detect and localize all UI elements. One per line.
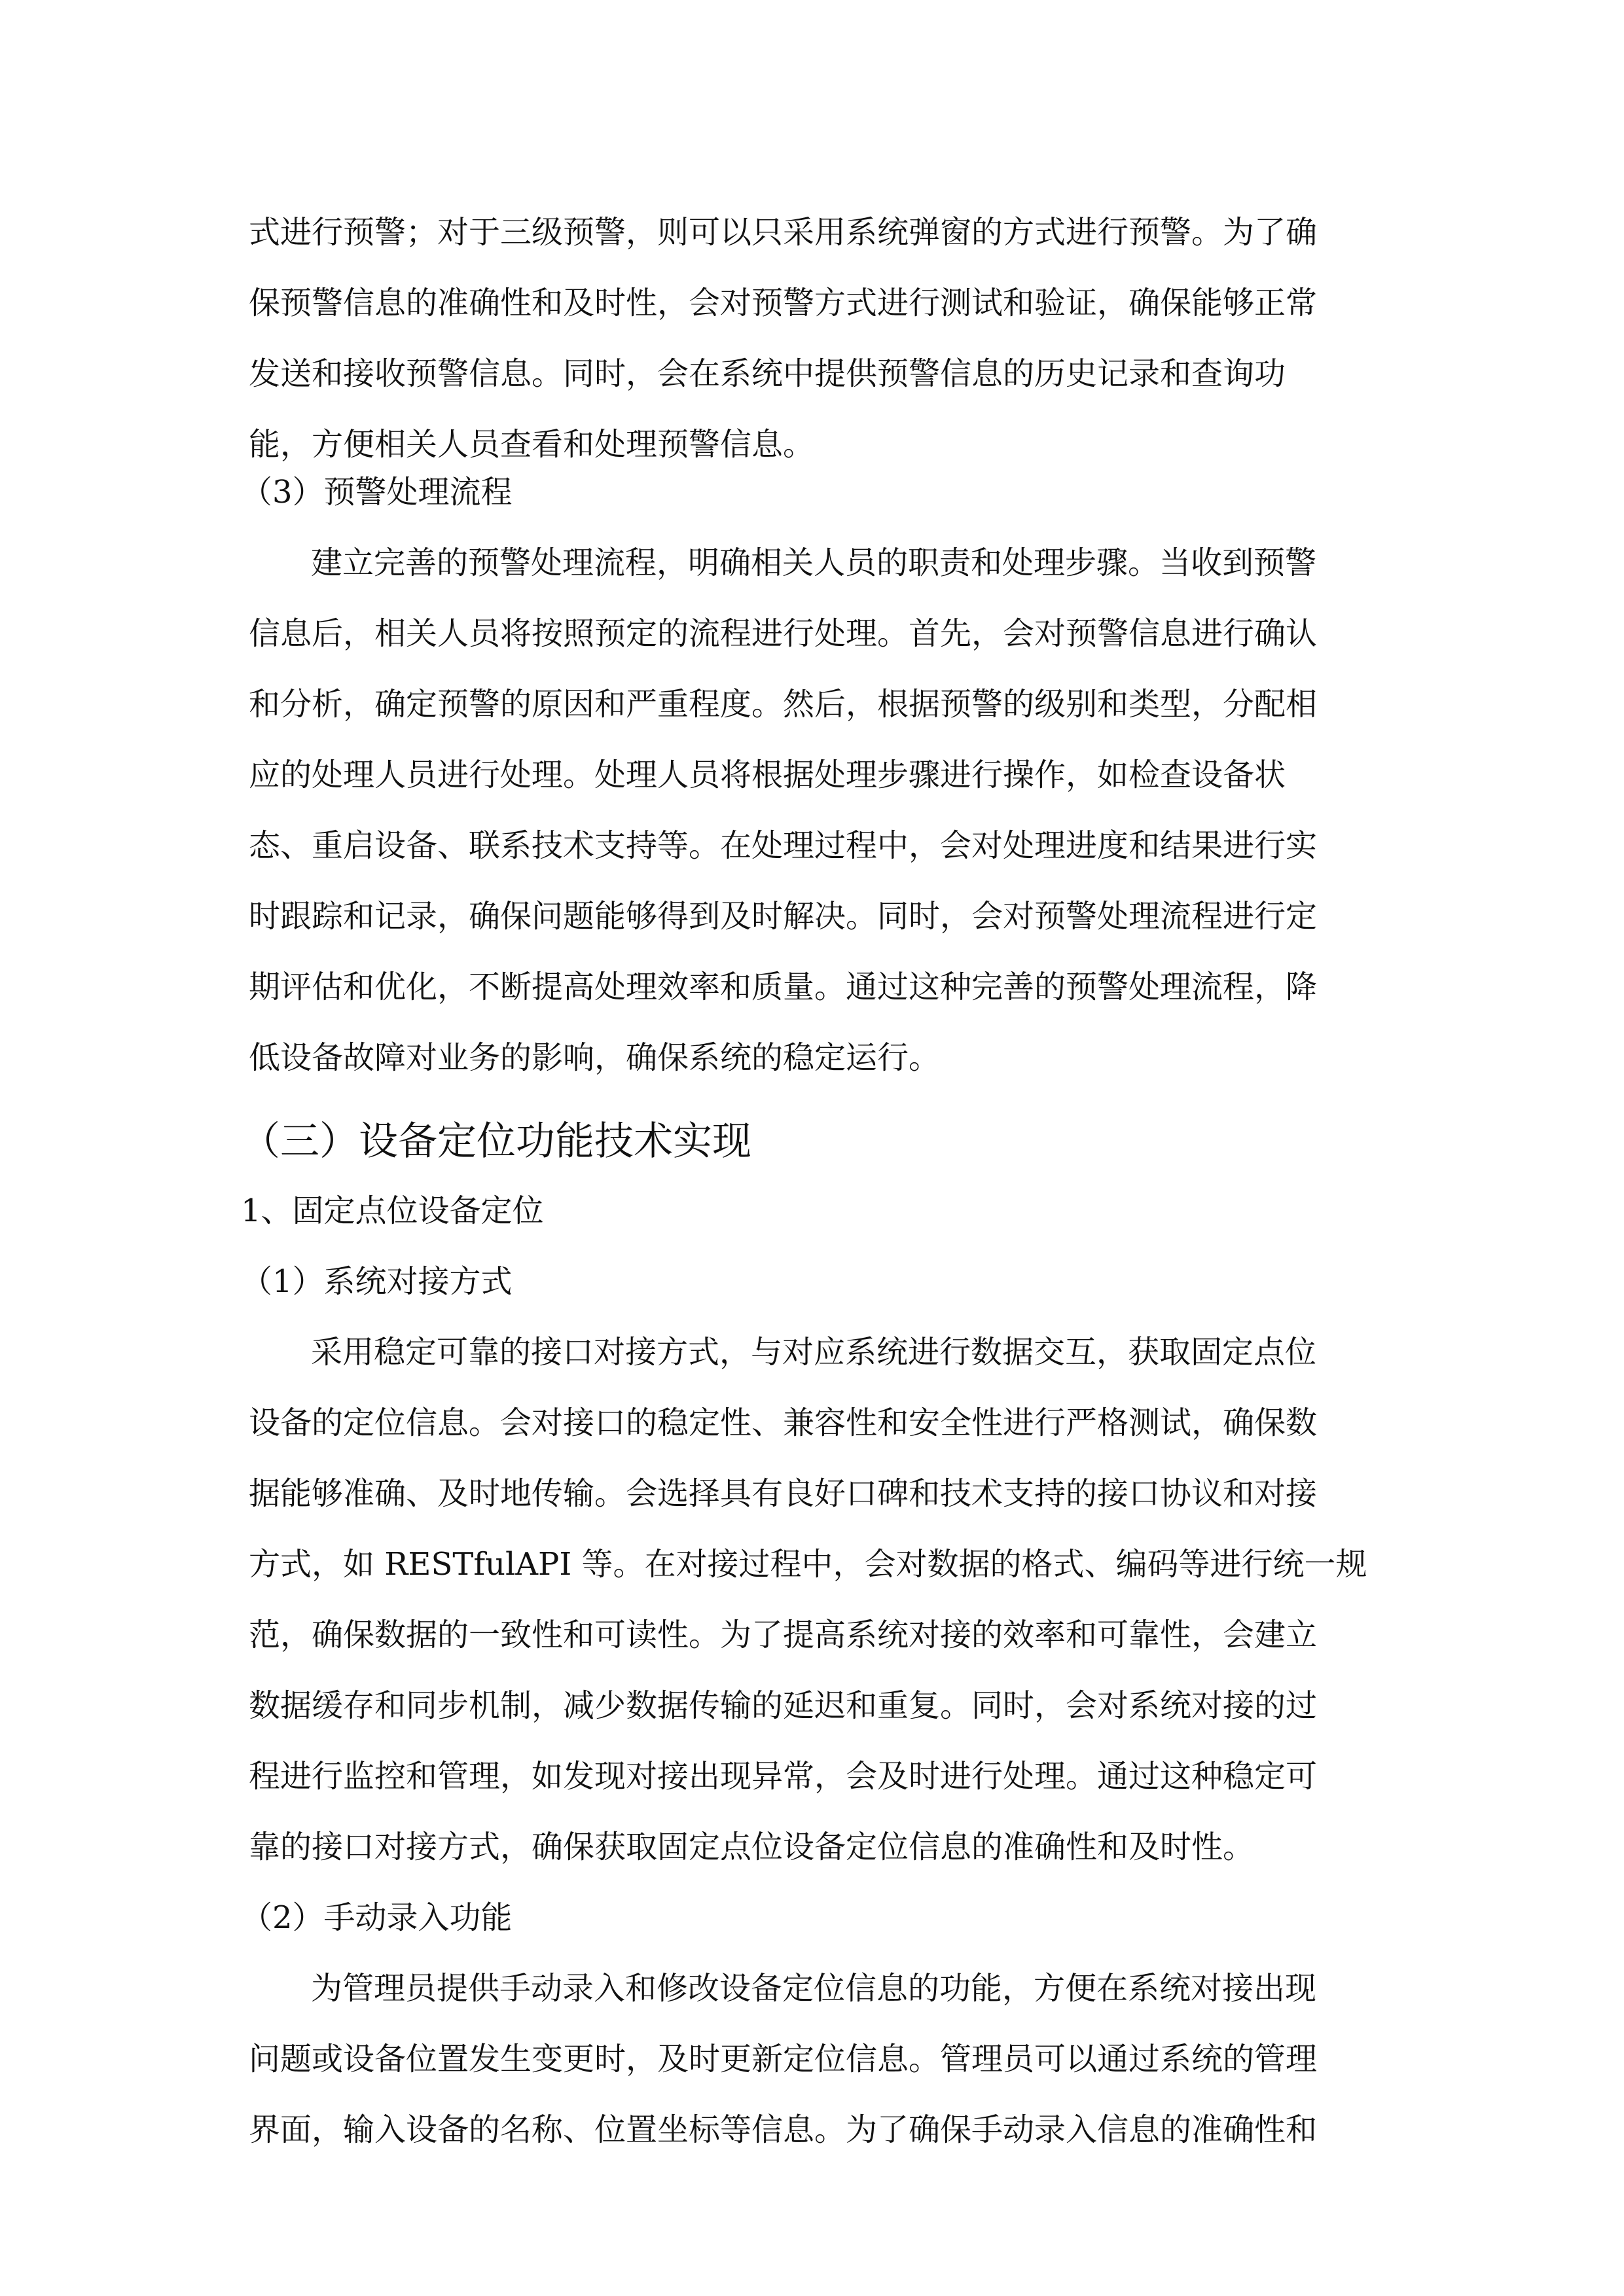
paragraph-line: 信息后，相关人员将按照预定的流程进行处理。首先，会对预警信息进行确认: [249, 615, 1318, 652]
paragraph-line: 范，确保数据的一致性和可读性。为了提高系统对接的效率和可靠性，会建立: [249, 1617, 1318, 1653]
paragraph-line: 态、重启设备、联系技术支持等。在处理过程中，会对处理进度和结果进行实: [249, 827, 1318, 864]
subheading-warning-process: （3）预警处理流程: [241, 474, 513, 511]
paragraph-line: 发送和接收预警信息。同时，会在系统中提供预警信息的历史记录和查询功: [249, 355, 1286, 392]
subheading-manual-entry: （2）手动录入功能: [241, 1899, 513, 1936]
item-heading-fixed-device-location: 1、固定点位设备定位: [241, 1193, 544, 1229]
paragraph-line: 低设备故障对业务的影响，确保系统的稳定运行。: [249, 1039, 941, 1076]
paragraph-line: 式进行预警；对于三级预警，则可以只采用系统弹窗的方式进行预警。为了确: [249, 214, 1318, 251]
paragraph-line: 时跟踪和记录，确保问题能够得到及时解决。同时，会对预警处理流程进行定: [249, 898, 1318, 935]
paragraph-line: 据能够准确、及时地传输。会选择具有良好口碑和技术支持的接口协议和对接: [249, 1475, 1318, 1512]
paragraph-line: 程进行监控和管理，如发现对接出现异常，会及时进行处理。通过这种稳定可: [249, 1758, 1318, 1795]
paragraph-line: 保预警信息的准确性和及时性，会对预警方式进行测试和验证，确保能够正常: [249, 285, 1318, 321]
section-heading: （三）设备定位功能技术实现: [241, 1119, 751, 1164]
paragraph-line: 采用稳定可靠的接口对接方式，与对应系统进行数据交互，获取固定点位: [311, 1334, 1317, 1371]
paragraph-line: 问题或设备位置发生变更时，及时更新定位信息。管理员可以通过系统的管理: [249, 2041, 1318, 2077]
paragraph-line: 能，方便相关人员查看和处理预警信息。: [249, 426, 815, 463]
paragraph-line: 数据缓存和同步机制，减少数据传输的延迟和重复。同时，会对系统对接的过: [249, 1687, 1318, 1724]
paragraph-line: 界面，输入设备的名称、位置坐标等信息。为了确保手动录入信息的准确性和: [249, 2111, 1318, 2148]
paragraph-line: 为管理员提供手动录入和修改设备定位信息的功能，方便在系统对接出现: [311, 1970, 1317, 2007]
subheading-system-integration: （1）系统对接方式: [241, 1263, 513, 1300]
paragraph-line: 应的处理人员进行处理。处理人员将根据处理步骤进行操作，如检查设备状: [249, 757, 1286, 793]
paragraph-line: 方式，如 RESTfulAPI 等。在对接过程中，会对数据的格式、编码等进行统一规: [249, 1546, 1367, 1583]
paragraph-line: 期评估和优化，不断提高处理效率和质量。通过这种完善的预警处理流程，降: [249, 969, 1318, 1005]
paragraph-line: 设备的定位信息。会对接口的稳定性、兼容性和安全性进行严格测试，确保数: [249, 1405, 1318, 1441]
paragraph-line: 靠的接口对接方式，确保获取固定点位设备定位信息的准确性和及时性。: [249, 1829, 1255, 1865]
paragraph-line: 建立完善的预警处理流程，明确相关人员的职责和处理步骤。当收到预警: [311, 545, 1317, 581]
paragraph-line: 和分析，确定预警的原因和严重程度。然后，根据预警的级别和类型，分配相: [249, 686, 1318, 723]
